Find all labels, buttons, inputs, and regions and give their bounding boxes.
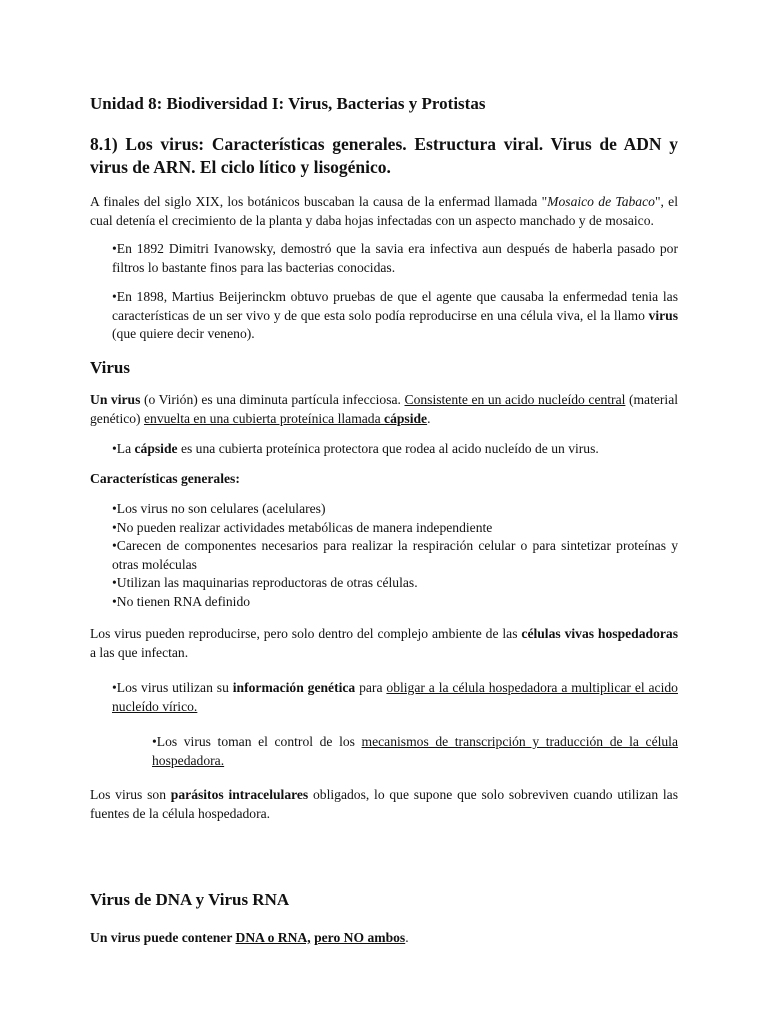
beijerinck-bullet [112, 288, 678, 344]
unit-title: Unidad 8: Biodiversidad I: Virus, Bacterias y Protistas [90, 94, 486, 113]
control-start: •Los virus toman el control de los [152, 734, 362, 749]
caracteristicas-list [112, 500, 678, 611]
definition-paragraph [90, 391, 678, 428]
definition-text-2: (material genético) [90, 392, 679, 426]
intro-text-start: A finales del siglo XIX, los botánicos buscaban la causa de la enfermad llamada " [90, 194, 548, 209]
capside-bullet [112, 440, 678, 459]
list-item: •Utilizan las maquinarias reproductoras de otras células. [112, 575, 418, 590]
section-heading: 8.1) Los virus: Características generales. Estructura viral. Virus de ADN y virus de ARN. El ciclo lítico y lisogénico. [90, 134, 678, 177]
reproduce-paragraph [90, 625, 678, 662]
list-item: •Carecen de componentes necesarios para realizar la respiración celular o para sintetizar proteínas y otras moléculas [112, 538, 678, 572]
virus-heading: Virus [90, 358, 130, 377]
parasitos-start: Los virus son [90, 787, 171, 802]
virus-definition-term: Un virus [90, 392, 141, 407]
mosaico-tabaco-term: Mosaico de Tabaco [547, 194, 655, 209]
celulas-hospedadoras-term: células vivas hospedadoras [521, 626, 678, 641]
dna-rna-end: . [405, 930, 409, 945]
list-item: •No tienen RNA definido [112, 593, 251, 609]
beijerinck-end: (que quiere decir veneno). [112, 326, 255, 341]
beijerinck-text: •En 1898, Martius Beijerinckm obtuvo pruebas de que el agente que causaba la enfermedad tenia las características de un ser vivo y de que esta solo podía reproducirse en una célula viva, el la llamo [112, 289, 678, 323]
intro-paragraph [90, 193, 678, 230]
parasitos-paragraph [90, 786, 678, 823]
reproduce-text: Los virus pueden reproducirse, pero solo dentro del complejo ambiente de las [90, 626, 522, 641]
control-bullet [152, 733, 678, 770]
ivanowsky-bullet: •En 1892 Dimitri Ivanowsky, demostró que la savia era infectiva aun después de haberla pasado por filtros lo bastante finos para las bacterias conocidas. [112, 241, 678, 275]
definition-text-1: (o Virión) es una diminuta partícula infecciosa. [140, 392, 405, 407]
dna-rna-paragraph [90, 929, 678, 948]
list-item: •No pueden realizar actividades metabólicas de manera independiente [112, 519, 493, 535]
dna-rna-start: Un virus puede contener [90, 930, 236, 945]
info-genetica-underline: obligar a la célula hospedadora a multiplicar el acido nucleído vírico. [112, 680, 678, 714]
definition-underline-2-text: envuelta en una cubierta proteínica llamada [143, 410, 385, 426]
info-genetica-start: •Los virus utilizan su [112, 680, 233, 695]
informacion-genetica-term: información genética [232, 680, 356, 695]
caracteristicas-heading: Características generales: [90, 471, 240, 486]
parasitos-term: parásitos intracelulares [170, 787, 309, 802]
parasitos-end: obligados, lo que supone que solo sobreviven cuando utilizan las fuentes de la célula hospedadora. [90, 787, 678, 821]
dna-rna-underline-2: pero NO ambos [314, 930, 406, 945]
list-item: •Los virus no son celulares (acelulares) [112, 501, 326, 516]
capside-term: cápside [384, 410, 428, 426]
dna-rna-underline-1: DNA o RNA, [235, 930, 311, 945]
control-underline: mecanismos de transcripción y traducción de la célula hospedadora. [152, 734, 678, 768]
intro-text-end: ", el cual detenía el crecimiento de la planta y daba hojas infectadas con un aspecto manchado y de mosaico. [90, 194, 678, 228]
capside-bold-term: cápside [134, 441, 178, 456]
capside-text-start: •La [112, 441, 135, 456]
definition-underline-2 [144, 411, 427, 426]
dna-rna-heading: Virus de DNA y Virus RNA [90, 890, 290, 909]
capside-text-end: es una cubierta proteínica protectora que rodea al acido nucleído de un virus. [177, 441, 599, 456]
info-genetica-mid: para [355, 680, 387, 695]
definition-end: . [427, 410, 431, 426]
reproduce-end: a las que infectan. [90, 644, 189, 660]
info-genetica-bullet [112, 679, 678, 716]
virus-term: virus [648, 307, 678, 323]
definition-underline-1: Consistente en un acido nucleído central [404, 392, 626, 407]
